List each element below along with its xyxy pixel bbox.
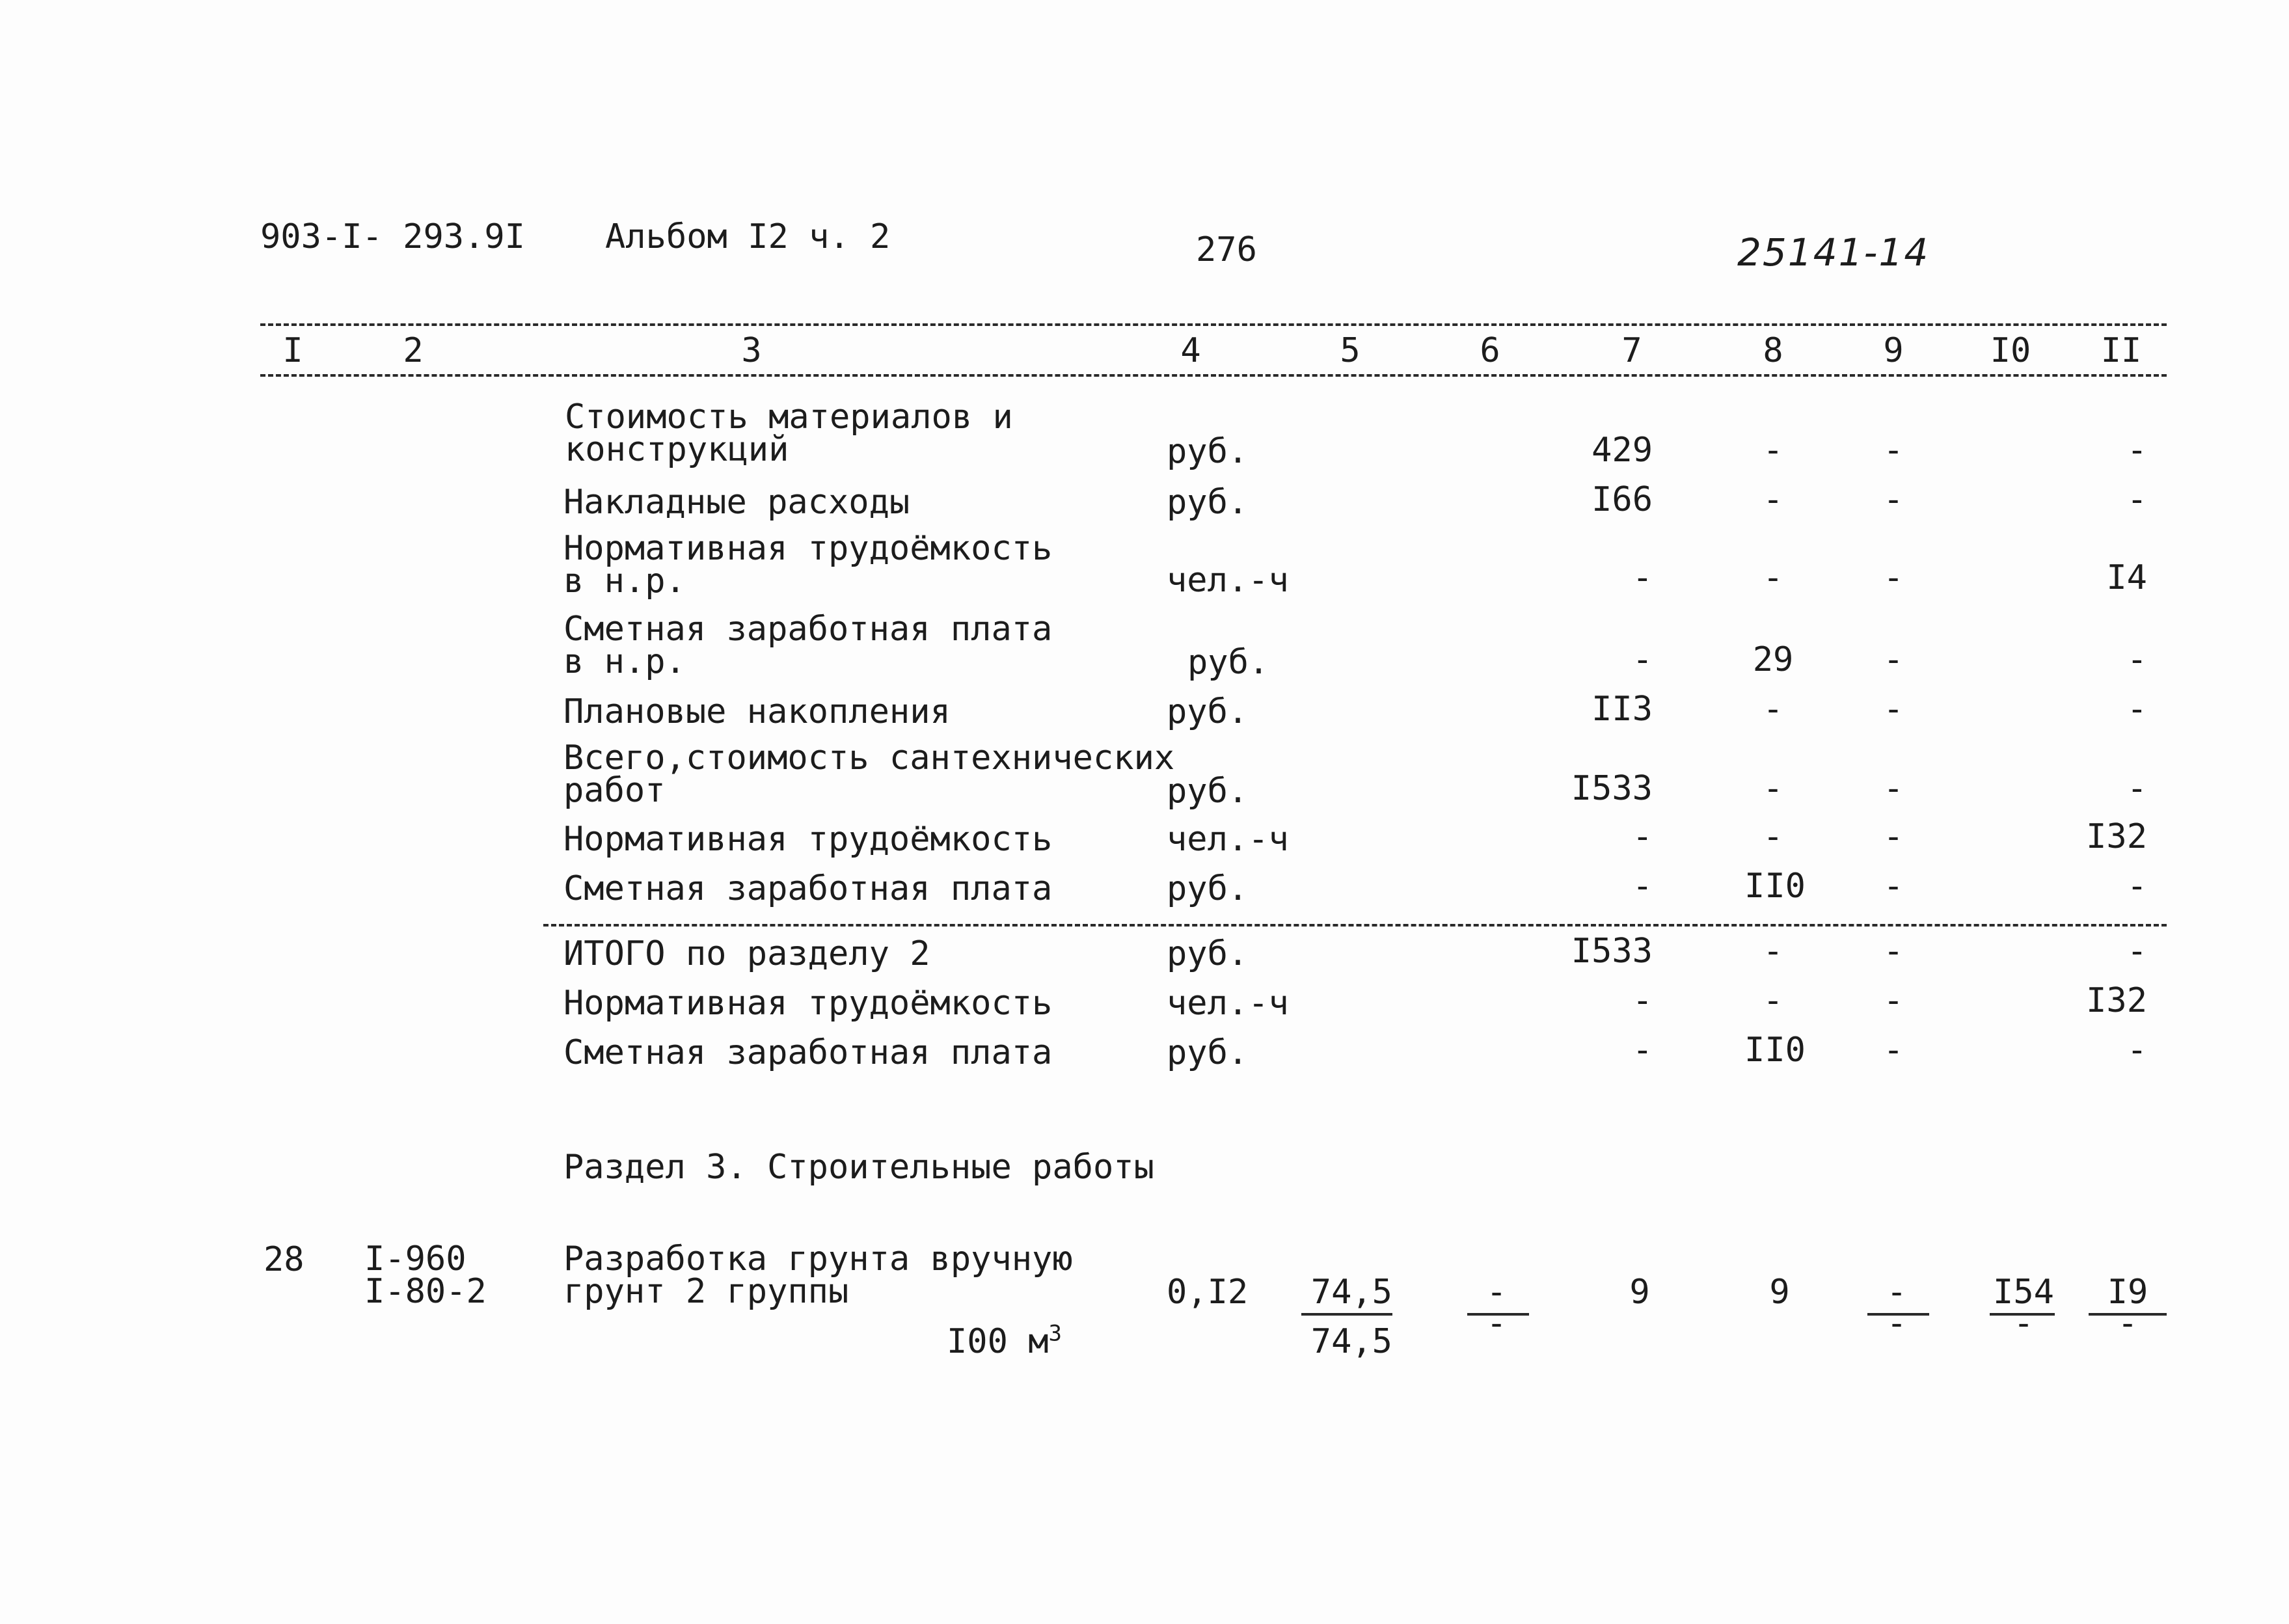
column-header-11: II	[2100, 331, 2142, 370]
totals-unit: чел.-ч	[1167, 984, 1289, 1023]
row-col11: -	[2126, 769, 2147, 808]
totals-unit: руб.	[1167, 1033, 1249, 1072]
totals-name: Сметная заработная плата	[563, 1033, 1053, 1072]
item-name: Разработка грунта вручную грунт 2 группы	[563, 1239, 1073, 1311]
row-col9: -	[1883, 769, 1904, 808]
item-col6-top: -	[1486, 1273, 1507, 1312]
row-col9: -	[1883, 480, 1904, 519]
row-col7: II3	[1591, 690, 1653, 729]
fraction-line	[1301, 1313, 1392, 1316]
row-col11: -	[2126, 640, 2147, 679]
row-col11: -	[2126, 867, 2147, 906]
totals-col8: II0	[1744, 1031, 1806, 1070]
row-col11: I32	[2086, 817, 2147, 856]
item-unit: I00 $м^3$	[947, 1320, 1063, 1361]
column-header-4: 4	[1180, 331, 1201, 370]
album-label: Альбом I2 ч. 2	[605, 217, 891, 256]
row-name: Сметная заработная плата в н.р.	[563, 610, 1053, 681]
header-top-rule	[260, 323, 2167, 326]
row-name: Накладные расходы	[563, 483, 910, 522]
totals-col7: -	[1632, 981, 1653, 1020]
row-col8: 29	[1752, 640, 1794, 679]
row-unit: руб.	[1167, 692, 1249, 731]
totals-name: Нормативная трудоёмкость	[563, 984, 1053, 1023]
totals-col7: I533	[1571, 932, 1653, 971]
item-col9-bottom: -	[1886, 1304, 1907, 1343]
totals-col8: -	[1763, 932, 1783, 971]
row-col7: I533	[1571, 769, 1653, 808]
item-col6-bottom: -	[1486, 1304, 1507, 1343]
totals-col9: -	[1883, 1031, 1904, 1070]
row-unit: чел.-ч	[1167, 561, 1289, 600]
item-col10-top: I54	[1993, 1273, 2054, 1312]
column-header-5: 5	[1340, 331, 1361, 370]
row-col8: -	[1763, 690, 1783, 729]
header-bottom-rule	[260, 374, 2167, 377]
row-col7: -	[1632, 558, 1653, 597]
document-code: 903-I- 293.9I	[260, 217, 525, 256]
row-unit: руб.	[1187, 643, 1269, 682]
totals-col11: -	[2126, 932, 2147, 971]
row-unit: руб.	[1167, 432, 1249, 471]
row-col8: -	[1763, 769, 1783, 808]
row-col11: -	[2126, 690, 2147, 729]
row-col8: -	[1763, 817, 1783, 856]
item-number: 28	[264, 1240, 305, 1279]
column-header-1: I	[282, 331, 303, 370]
row-col8: -	[1763, 480, 1783, 519]
column-header-7: 7	[1621, 331, 1642, 370]
column-header-10: I0	[1990, 331, 2031, 370]
row-name: Сметная заработная плата	[563, 869, 1053, 908]
row-col9: -	[1883, 867, 1904, 906]
page-number: 276	[1196, 230, 1257, 269]
totals-name: ИТОГО по разделу 2	[563, 934, 930, 973]
row-col11: -	[2126, 431, 2147, 470]
totals-col11: -	[2126, 1031, 2147, 1070]
row-col8: -	[1763, 558, 1783, 597]
row-col7: 429	[1591, 431, 1653, 470]
item-code: I-960 I-80-2	[364, 1239, 487, 1311]
totals-col11: I32	[2086, 981, 2147, 1020]
section-title: Раздел 3. Строительные работы	[563, 1148, 1154, 1187]
column-header-8: 8	[1763, 331, 1783, 370]
column-header-9: 9	[1883, 331, 1904, 370]
item-col9-top: -	[1886, 1273, 1907, 1312]
row-unit: руб.	[1167, 483, 1249, 522]
row-col11: -	[2126, 480, 2147, 519]
totals-rule	[543, 924, 2167, 927]
row-col8: II0	[1744, 867, 1806, 906]
item-qty: 0,I2	[1167, 1273, 1249, 1312]
row-col11: I4	[2106, 558, 2147, 597]
row-name: Всего,стоимость сантехнических работ	[563, 738, 1175, 810]
row-col7: I66	[1591, 480, 1653, 519]
row-name: Стоимость материалов и конструкций	[565, 398, 1013, 469]
row-name: Плановые накопления	[563, 692, 951, 731]
totals-col9: -	[1883, 981, 1904, 1020]
row-name: Нормативная трудоёмкость в н.р.	[563, 529, 1053, 601]
row-col9: -	[1883, 640, 1904, 679]
row-col9: -	[1883, 690, 1904, 729]
row-unit: руб.	[1167, 772, 1249, 811]
column-header-6: 6	[1480, 331, 1500, 370]
totals-col8: -	[1763, 981, 1783, 1020]
row-col7: -	[1632, 867, 1653, 906]
row-col7: -	[1632, 640, 1653, 679]
row-col9: -	[1883, 817, 1904, 856]
totals-unit: руб.	[1167, 934, 1249, 973]
column-header-2: 2	[403, 331, 424, 370]
row-unit: руб.	[1167, 869, 1249, 908]
totals-col7: -	[1632, 1031, 1653, 1070]
row-col9: -	[1883, 431, 1904, 470]
item-col8: 9	[1769, 1273, 1790, 1312]
totals-col9: -	[1883, 932, 1904, 971]
row-unit: чел.-ч	[1167, 820, 1289, 859]
handwritten-code: 25141-14	[1737, 230, 1930, 275]
row-col7: -	[1632, 817, 1653, 856]
row-col9: -	[1883, 558, 1904, 597]
item-col5-top: 74,5	[1310, 1273, 1392, 1312]
column-header-3: 3	[741, 331, 762, 370]
item-col11-top: I9	[2107, 1273, 2148, 1312]
item-col11-bottom: -	[2117, 1304, 2138, 1343]
item-col10-bottom: -	[2013, 1304, 2034, 1343]
item-col5-bottom: 74,5	[1310, 1322, 1392, 1361]
row-col8: -	[1763, 431, 1783, 470]
row-name: Нормативная трудоёмкость	[563, 820, 1053, 859]
item-col7: 9	[1629, 1273, 1650, 1312]
